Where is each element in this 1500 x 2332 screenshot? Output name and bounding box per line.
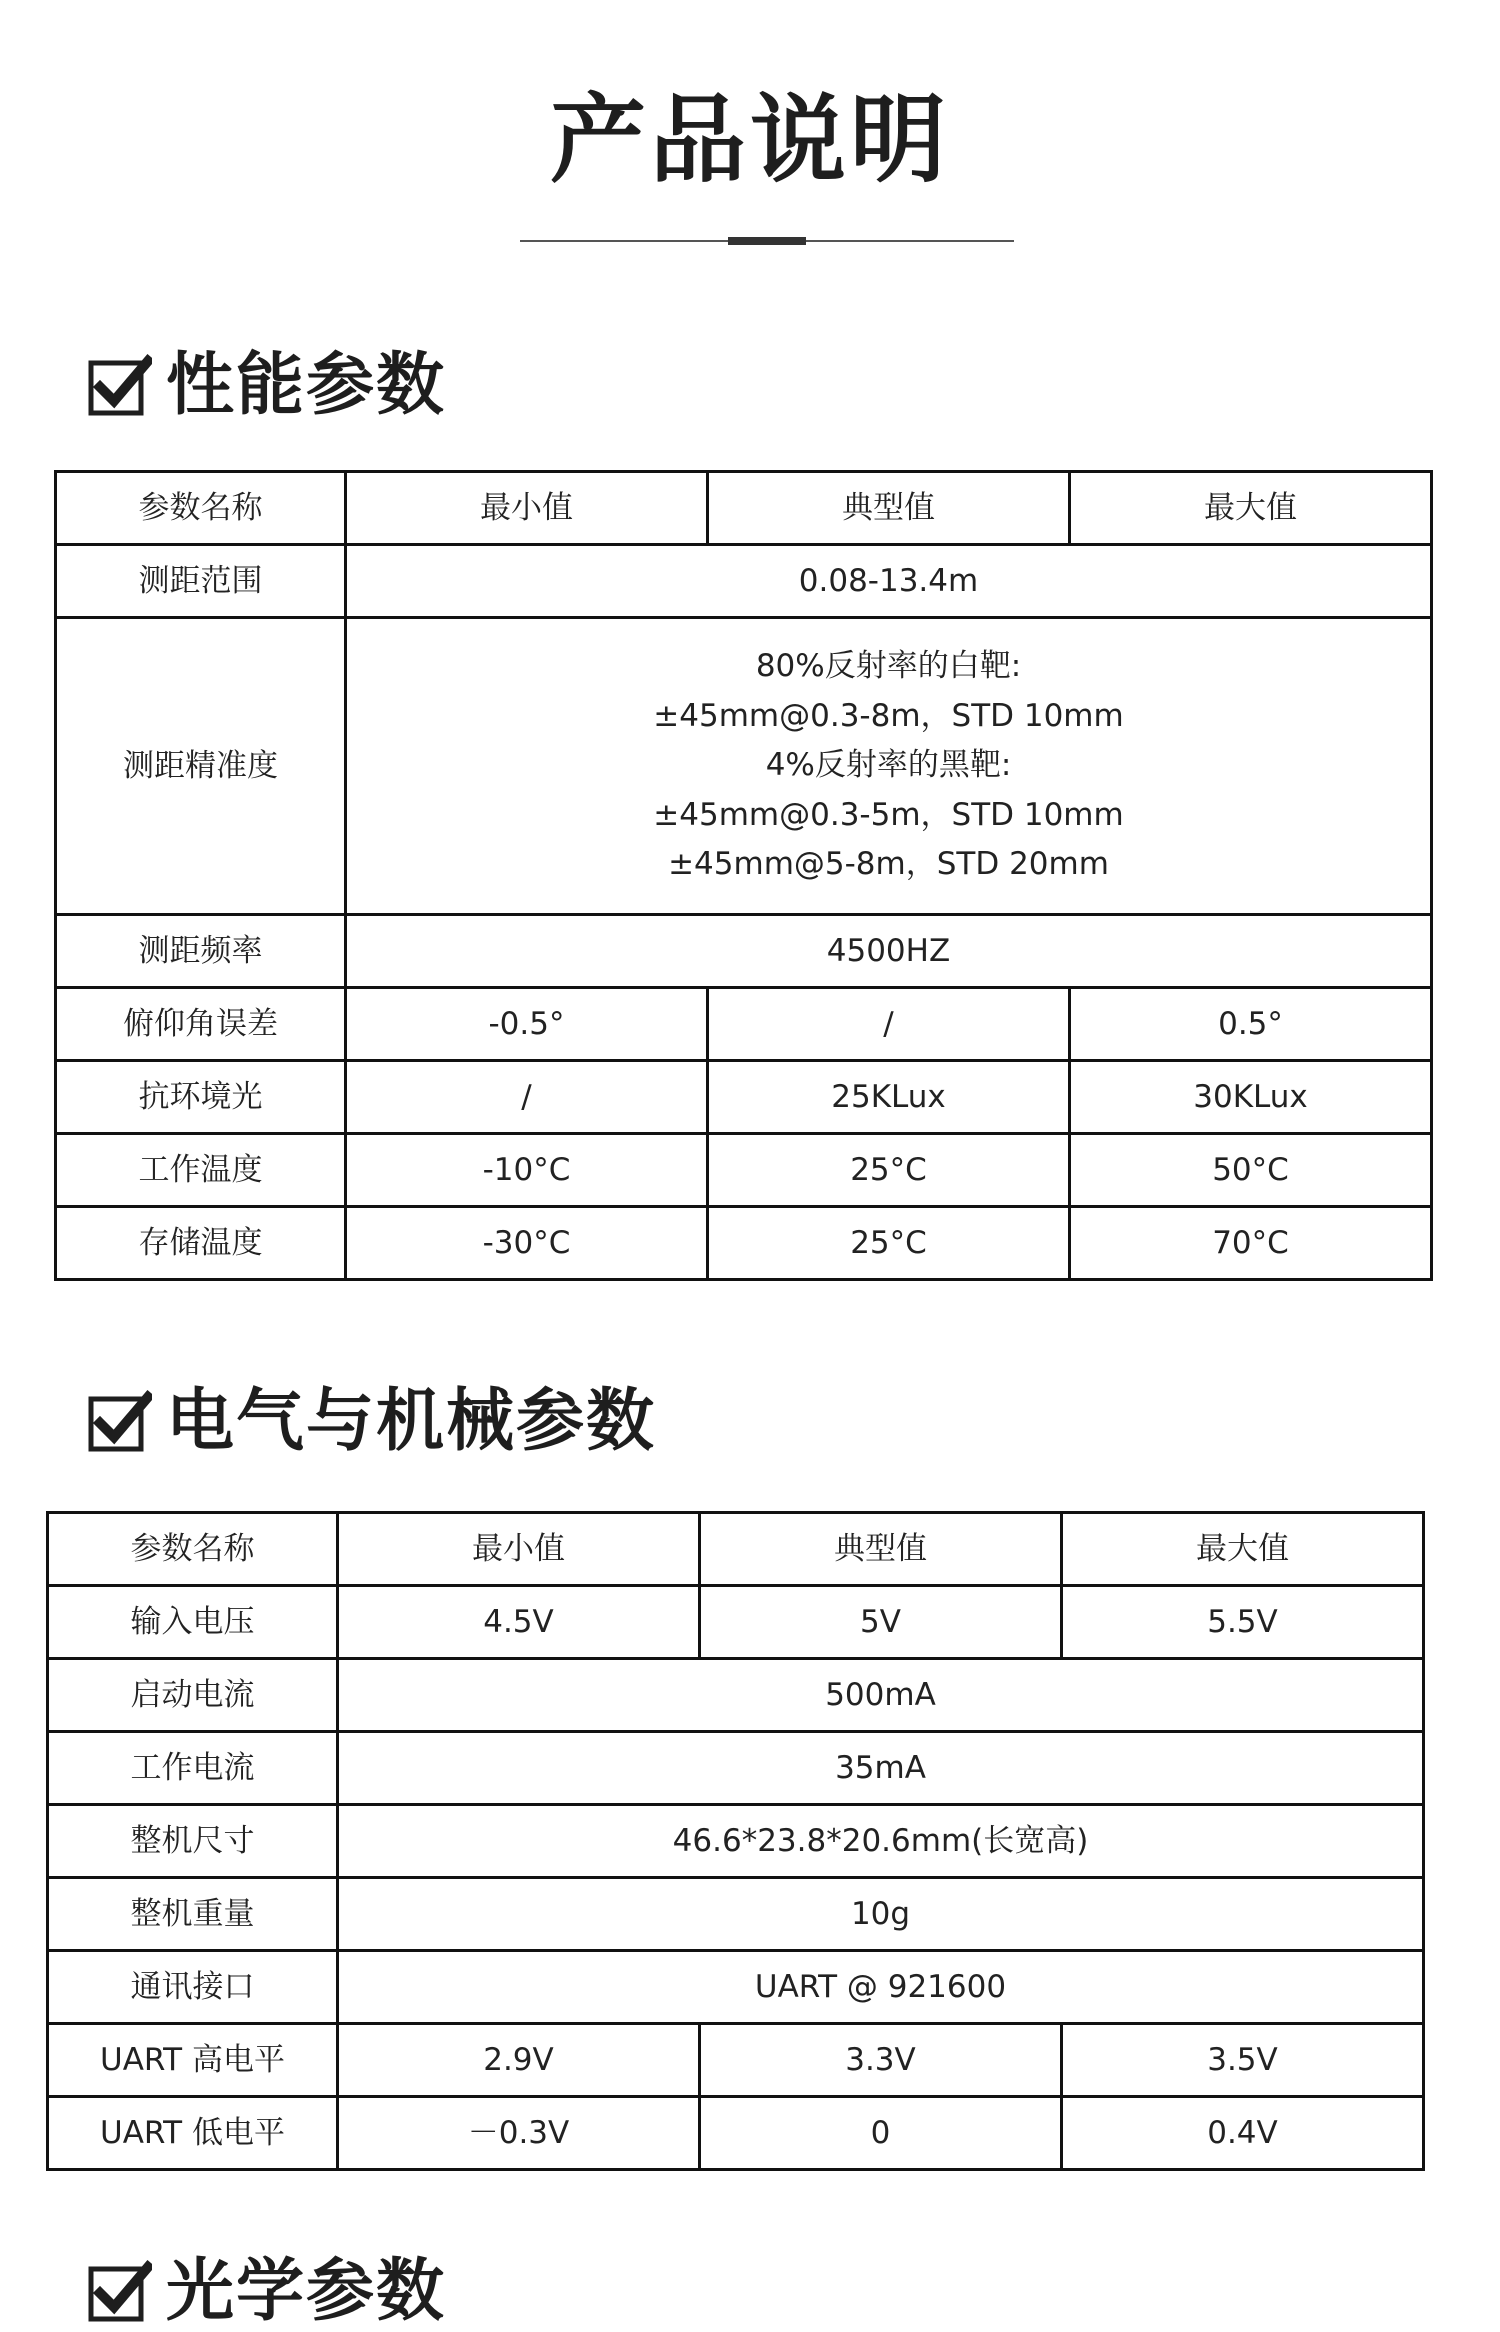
param-value: 0.08-13.4m [346,545,1432,618]
table-row [56,1060,1432,1133]
table-row [56,914,1432,987]
header-cell: 最大值 [1070,472,1432,545]
table-header-row [48,1513,1424,1586]
typ-value: 25KLux [708,1060,1070,1133]
header-cell: 最大值 [1062,1513,1424,1586]
header-cell: 参数名称 [56,472,346,545]
table-row [56,1133,1432,1206]
checkbox-checked-icon [88,2265,142,2319]
min-value: -30°C [346,1206,708,1279]
param-name: 整机重量 [48,1878,338,1951]
param-name: 输入电压 [48,1586,338,1659]
param-value: 35mA [338,1732,1424,1805]
accuracy-line: 80%反射率的白靶: [755,648,1022,684]
param-name: UART 高电平 [48,2024,338,2097]
checkbox-checked-icon [88,1395,142,1449]
table-row [48,1878,1424,1951]
typ-value: 0 [700,2097,1062,2170]
min-value: -10°C [346,1133,708,1206]
min-value: 4.5V [338,1586,700,1659]
typ-value: 3.3V [700,2024,1062,2097]
header-cell: 最小值 [346,472,708,545]
title-rule-accent [728,237,806,245]
section-heading-electrical [88,1382,656,1462]
param-name: 工作电流 [48,1732,338,1805]
max-value: 70°C [1070,1206,1432,1279]
param-name: 整机尺寸 [48,1805,338,1878]
max-value: 5.5V [1062,1586,1424,1659]
max-value: 3.5V [1062,2024,1424,2097]
section-heading-optical [88,2252,446,2332]
header-cell: 典型值 [708,472,1070,545]
param-name: 启动电流 [48,1659,338,1732]
typ-value: 25°C [708,1206,1070,1279]
section-heading-text: 光学参数 [166,2252,447,2331]
accuracy-line: ±45mm@0.3-8m，STD 10mm [653,697,1124,734]
param-name: 工作温度 [56,1133,346,1206]
header-cell: 典型值 [700,1513,1062,1586]
min-value: －0.3V [338,2097,700,2170]
section-heading-performance [88,346,446,426]
max-value: 30KLux [1070,1060,1432,1133]
min-value: -0.5° [346,987,708,1060]
param-name: 测距频率 [56,914,346,987]
param-name: 俯仰角误差 [56,987,346,1060]
table-row [48,2097,1424,2170]
header-cell: 最小值 [338,1513,700,1586]
param-value: 500mA [338,1659,1424,1732]
param-name: 测距范围 [56,545,346,618]
param-value: UART @ 921600 [338,1951,1424,2024]
typ-value: 25°C [708,1133,1070,1206]
header-cell: 参数名称 [48,1513,338,1586]
page-title: 产品说明 [550,84,950,196]
table-row [48,1659,1424,1732]
table-row [48,1586,1424,1659]
electrical-table [46,1511,1425,2171]
param-name: 存储温度 [56,1206,346,1279]
min-value: 2.9V [338,2024,700,2097]
table-row [56,1206,1432,1279]
min-value: / [346,1060,708,1133]
table-row [48,2024,1424,2097]
max-value: 50°C [1070,1133,1432,1206]
param-name: 测距精准度 [56,618,346,915]
param-name: 抗环境光 [56,1060,346,1133]
table-row [48,1732,1424,1805]
table-row [56,545,1432,618]
accuracy-line: 4%反射率的黑靶: [765,747,1012,783]
table-row [48,1951,1424,2024]
table-header-row [56,472,1432,545]
section-heading-text: 性能参数 [166,346,447,425]
section-heading-text: 电气与机械参数 [166,1382,657,1461]
typ-value: 5V [700,1586,1062,1659]
table-row [48,1805,1424,1878]
param-value: 10g [338,1878,1424,1951]
max-value: 0.5° [1070,987,1432,1060]
param-value: 4500HZ [346,914,1432,987]
table-row [56,987,1432,1060]
performance-table [54,470,1433,1281]
accuracy-line: ±45mm@0.3-5m，STD 10mm [653,796,1124,833]
param-value [346,618,1432,915]
param-name: UART 低电平 [48,2097,338,2170]
param-value: 46.6*23.8*20.6mm(长宽高) [338,1805,1424,1878]
table-row [56,618,1432,915]
checkbox-checked-icon [88,359,142,413]
accuracy-line: ±45mm@5-8m，STD 20mm [668,846,1109,882]
max-value: 0.4V [1062,2097,1424,2170]
param-name: 通讯接口 [48,1951,338,2024]
typ-value: / [708,987,1070,1060]
